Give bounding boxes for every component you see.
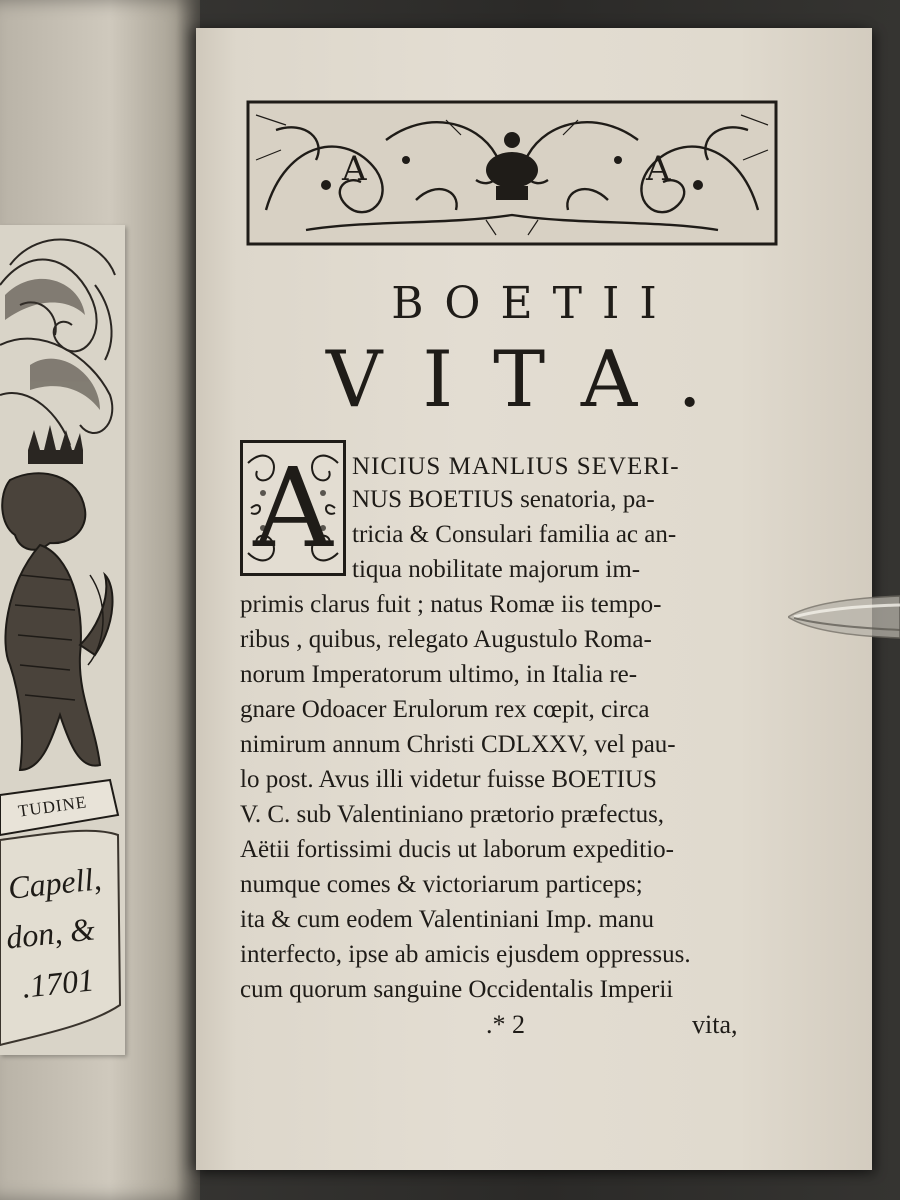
bookplate-owner-line-2: don, & [4, 910, 97, 956]
text-line-6: ribus , quibus, relegato Augustulo Roma- [240, 626, 652, 653]
headpiece-letter-a-right: A [646, 149, 671, 189]
text-line-13: numque comes & victoriarum particeps; [240, 871, 643, 898]
text-line-2: NUS BOETIUS senatoria, pa- [352, 486, 655, 513]
text-line-1: NICIUS MANLIUS SEVERI- [352, 453, 680, 480]
decorated-initial [240, 440, 346, 576]
text-line-16: cum quorum sanguine Occidentalis Imperii [240, 976, 674, 1003]
text-line-3: tricia & Consulari familia ac an- [352, 521, 677, 548]
text-line-15: interfecto, ipse ab amicis ejusdem oppressus. [240, 941, 691, 968]
text-line-7: norum Imperatorum ultimo, in Italia re- [240, 661, 638, 688]
title-vita: VITA. [325, 335, 743, 425]
text-line-5: primis clarus fuit ; natus Romæ iis tempo- [240, 591, 662, 618]
title-boetii: BOETII [391, 278, 677, 329]
text-line-8: gnare Odoacer Erulorum rex cœpit, circa [240, 696, 650, 723]
initial-letter: A [253, 444, 333, 572]
page-clip-icon [788, 592, 900, 642]
text-line-14: ita & cum eodem Valentiniani Imp. manu [240, 906, 655, 933]
bookplate-owner-line-3: .1701 [20, 961, 96, 1005]
ornamental-headpiece [246, 100, 778, 246]
signature-mark: .* 2 [486, 1010, 525, 1039]
bookplate-owner-line-1: Capell, [6, 860, 103, 906]
catchword: vita, [692, 1010, 738, 1039]
left-page [0, 0, 200, 1200]
bookplate-motto: TUDINE [16, 792, 89, 821]
text-line-9: nimirum annum Christi CDLXXV, vel pau- [240, 731, 676, 758]
headpiece-letter-a: A [342, 149, 367, 189]
text-line-11: V. C. sub Valentiniano prætorio præfectus, [240, 801, 665, 828]
text-line-4: tiqua nobilitate majorum im- [352, 556, 641, 583]
text-line-12: Aëtii fortissimi ducis ut laborum expeditio- [240, 836, 674, 863]
bookplate [0, 225, 125, 1055]
text-line-10: lo post. Avus illi videtur fuisse BOETIUS [240, 766, 657, 793]
